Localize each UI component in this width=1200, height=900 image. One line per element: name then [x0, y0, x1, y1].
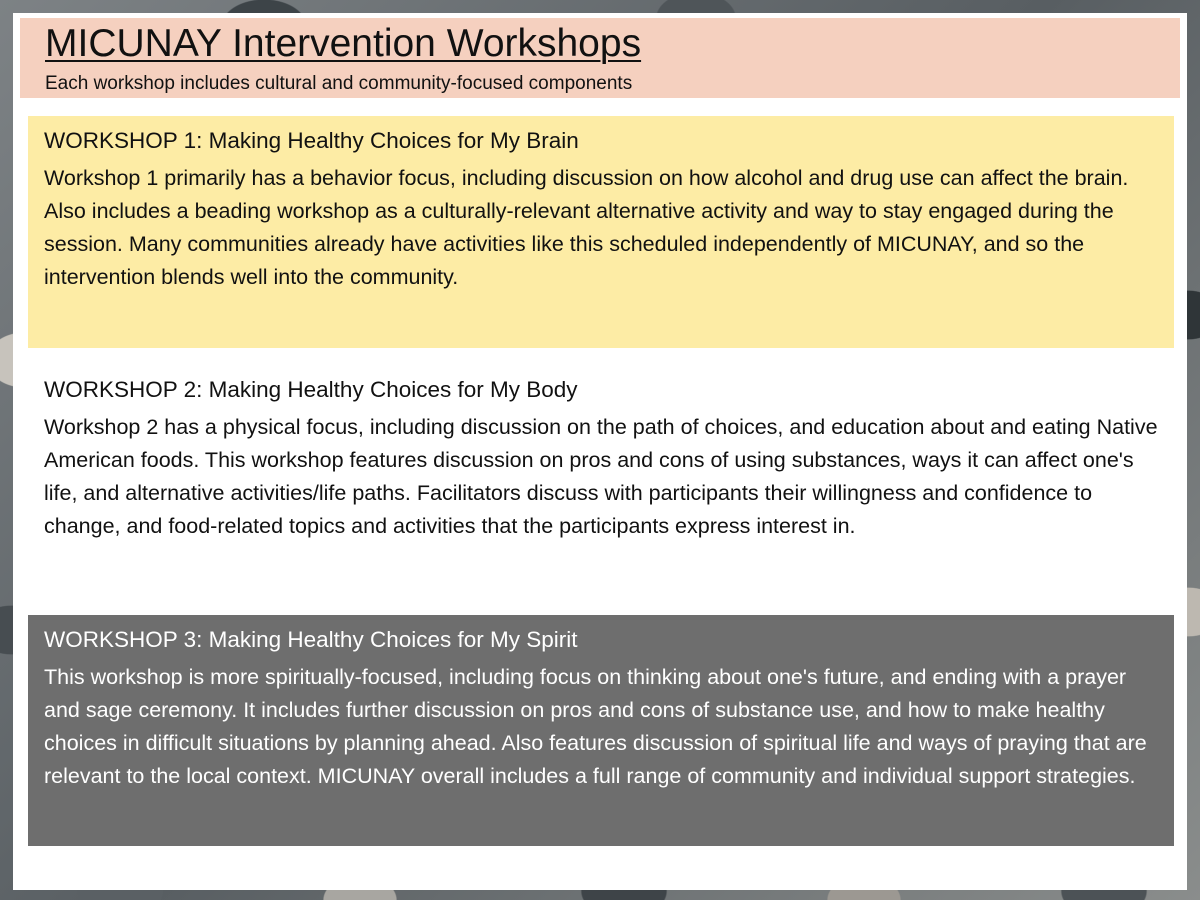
page-subtitle: Each workshop includes cultural and community-focused components: [45, 73, 633, 94]
content-panel: [13, 13, 1187, 890]
title-banner: [20, 18, 1180, 98]
workshop-2-heading: WORKSHOP 2: Making Healthy Choices for My Body: [44, 377, 578, 402]
workshop-2-description: Workshop 2 has a physical focus, including discussion on the path of choices, and education about and eating Native American foods. This workshop features discussion on pros and cons of using substances, ways it can affect one's life, and alternative activities/life paths. Facilitators discuss with participants their willingness and confidence to change, and food-related topics and activities that the participants express interest in.: [44, 415, 1158, 538]
workshop-1-heading: WORKSHOP 1: Making Healthy Choices for My Brain: [44, 128, 579, 153]
workshop-3-heading: WORKSHOP 3: Making Healthy Choices for My Spirit: [44, 627, 578, 652]
workshop-1-section: [28, 116, 1174, 348]
page-title: MICUNAY Intervention Workshops: [45, 22, 642, 65]
workshop-2-section: [28, 365, 1174, 605]
workshop-1-description: Workshop 1 primarily has a behavior focus, including discussion on how alcohol and drug use can affect the brain. Also includes a beading workshop as a culturally-relevant alternative activity and way to stay engaged during the session. Many communities already have activities like this scheduled independently of MICUNAY, and so the intervention blends well into the community.: [44, 166, 1129, 289]
workshop-3-section: [28, 615, 1174, 846]
workshop-3-description: This workshop is more spiritually-focused, including focus on thinking about one's future, and ending with a prayer and sage ceremony. It includes further discussion on pros and cons of substance use, and how to make healthy choices in difficult situations by planning ahead. Also features discussion of spiritual life and ways of praying that are relevant to the local context. MICUNAY overall includes a full range of community and individual support strategies.: [44, 665, 1147, 788]
